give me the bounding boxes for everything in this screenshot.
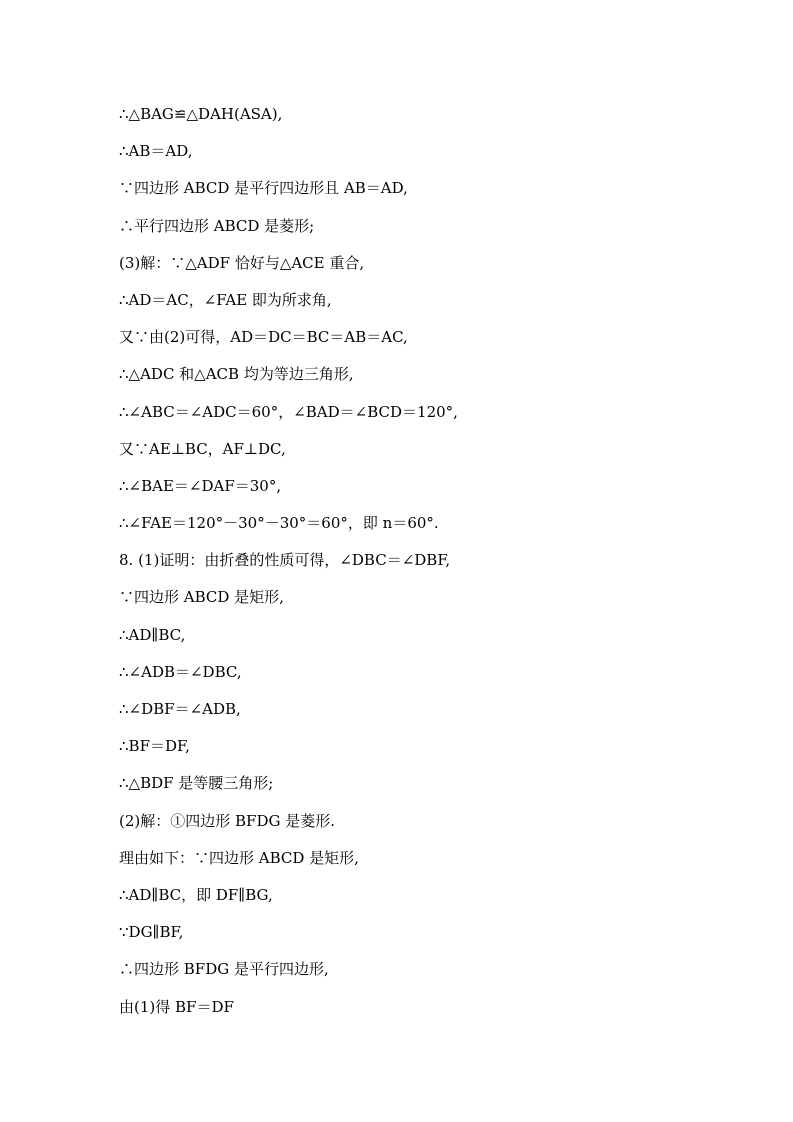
text-line: ∴∠ABC＝∠ADC＝60°，∠BAD＝∠BCD＝120°, (119, 402, 458, 421)
text-line: ∴∠FAE＝120°－30°－30°＝60°，即 n＝60°. (119, 514, 439, 533)
text-line: 由(1)得 BF＝DF (119, 997, 234, 1016)
text-line: ∴△ADC 和△ACB 均为等边三角形, (119, 365, 354, 384)
text-line: ∴△BAG≌△DAH(ASA), (119, 105, 283, 123)
text-line: (3)解：∵△ADF 恰好与△ACE 重合, (119, 253, 365, 272)
text-line: ∴BF＝DF, (119, 737, 190, 756)
text-line: ∴∠DBF＝∠ADB, (119, 700, 241, 718)
text-line: ∴∠ADB＝∠DBC, (119, 662, 242, 681)
text-line: ∴平行四边形 ABCD 是菱形; (119, 216, 315, 235)
text-line: ∴AD＝AC，∠FAE 即为所求角, (119, 290, 332, 309)
text-line: 理由如下：∵四边形 ABCD 是矩形, (119, 848, 359, 867)
text-line: ∴AD∥BC, (119, 625, 186, 644)
text-line: ∴AD∥BC，即 DF∥BG, (119, 885, 273, 904)
text-line: 8. (1)证明：由折叠的性质可得，∠DBC＝∠DBF, (119, 551, 451, 570)
text-line: ∵四边形 ABCD 是矩形, (119, 588, 284, 607)
text-line: 又∵由(2)可得，AD＝DC＝BC＝AB＝AC, (119, 328, 408, 347)
text-line: 又∵AE⊥BC，AF⊥DC, (119, 439, 286, 458)
text-line: ∵四边形 ABCD 是平行四边形且 AB＝AD, (119, 179, 408, 198)
text-line: (2)解：①四边形 BFDG 是菱形. (119, 811, 335, 830)
text-line: ∴∠BAE＝∠DAF＝30°, (119, 476, 282, 495)
text-line: ∴四边形 BFDG 是平行四边形, (119, 960, 329, 979)
solution-text (119, 102, 739, 1032)
text-line: ∵DG∥BF, (119, 923, 184, 942)
text-line: ∴AB＝AD, (119, 142, 193, 161)
text-line: ∴△BDF 是等腰三角形; (119, 774, 274, 793)
